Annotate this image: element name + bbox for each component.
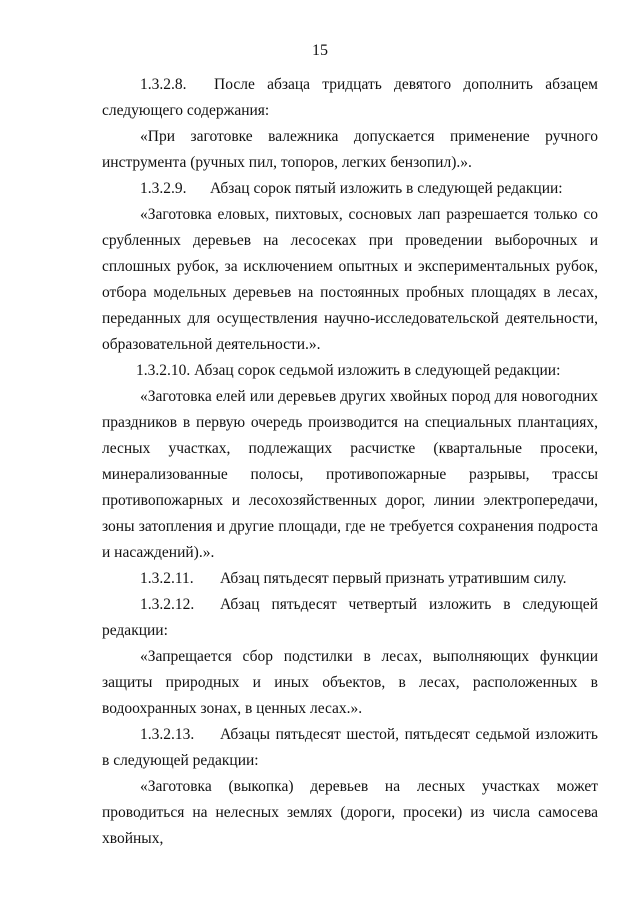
quoted-paragraph: «Заготовка елей или деревьев других хвойных пород для новогодних праздников в первую очередь производится на специальных плантациях, лесных участках, подлежащих расчистке (квартальные просеки, минерализованные полосы, противопожарные разрывы, трассы противопожарных и лесохозяйственных дорог, линии электропередачи, зоны затопления и другие площади, где не требуется сохранения подроста и насаждений).».: [102, 388, 598, 561]
clause-text: Абзац сорок пятый изложить в следующей редакции:: [210, 180, 563, 197]
page-number: 15: [312, 42, 328, 59]
paragraph-1-3-2-8: [102, 72, 598, 124]
clause-number: 1.3.2.8.: [140, 76, 187, 93]
quoted-paragraph: «Заготовка (выкопка) деревьев на лесных участках может проводиться на нелесных землях (дороги, просеки) из числа самосева хвойных,: [102, 778, 598, 847]
paragraph-1-3-2-10: 1.3.2.10. Абзац сорок седьмой изложить в следующей редакции:: [136, 362, 561, 379]
clause-text: Абзацы пятьдесят шестой, пятьдесят седьмой изложить в следующей редакции:: [102, 726, 598, 769]
clause-number: 1.3.2.9.: [140, 180, 187, 197]
clause-text: После абзаца тридцать девятого дополнить абзацем следующего содержания:: [102, 76, 598, 119]
paragraph-1-3-2-13: [102, 722, 598, 774]
clause-number: 1.3.2.11.: [140, 570, 194, 587]
quoted-paragraph: «Запрещается сбор подстилки в лесах, выполняющих функции защиты природных и иных объектов, в лесах, расположенных в водоохранных зонах, в ценных лесах.».: [102, 648, 598, 717]
clause-text: Абзац пятьдесят четвертый изложить в следующей редакции:: [102, 596, 598, 639]
paragraph-1-3-2-11: [102, 566, 598, 592]
clause-text: Абзац пятьдесят первый признать утратившим силу.: [220, 570, 567, 587]
paragraph-1-3-2-12: [102, 592, 598, 644]
quoted-paragraph: «Заготовка еловых, пихтовых, сосновых лап разрешается только со срубленных деревьев на лесосеках при проведении выборочных и сплошных рубок, за исключением опытных и экспериментальных рубок, отбора модельных деревьев на постоянных пробных площадях в лесах, переданных для осуществления научно-исследовательской деятельности, образовательной деятельности.».: [102, 206, 598, 353]
document-body: [102, 72, 598, 852]
paragraph-1-3-2-9: [102, 176, 598, 202]
clause-number: 1.3.2.13.: [140, 726, 195, 743]
quoted-paragraph: «При заготовке валежника допускается применение ручного инструмента (ручных пил, топоров, легких бензопил).».: [102, 128, 598, 171]
clause-number: 1.3.2.12.: [140, 596, 195, 613]
